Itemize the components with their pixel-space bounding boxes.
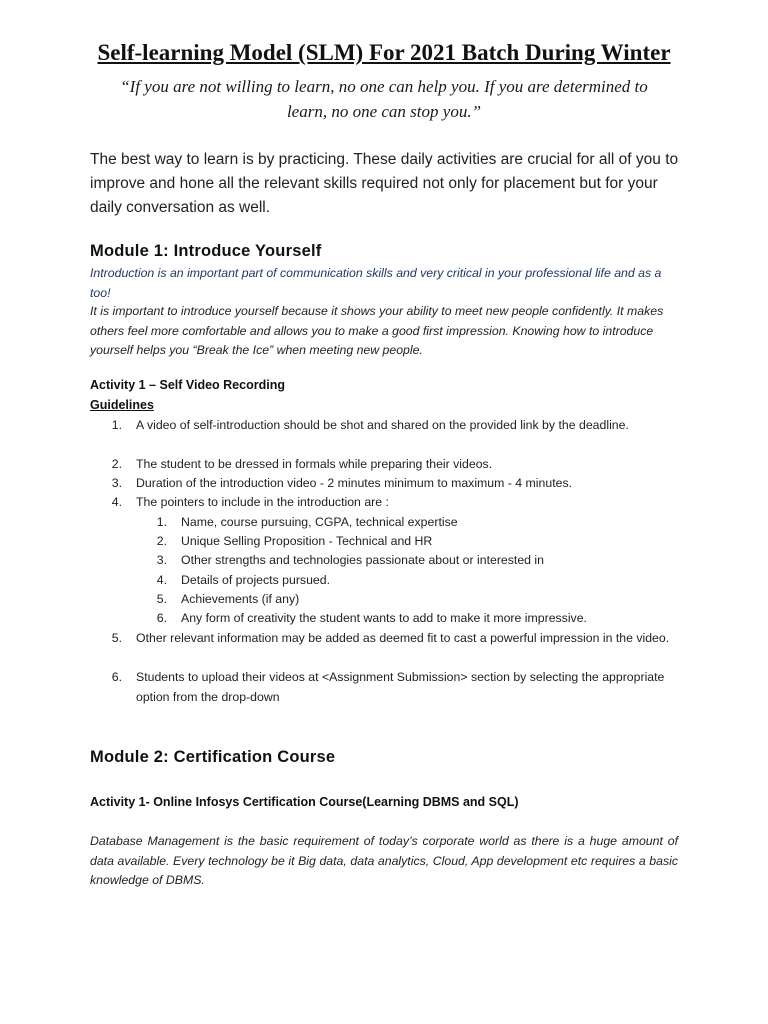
module-2-activity-title: Activity 1- Online Infosys Certification Course(Learning DBMS and SQL) — [90, 795, 519, 809]
list-text: Duration of the introduction video - 2 minutes minimum to maximum - 4 minutes. — [136, 476, 573, 490]
document-title: Self-learning Model (SLM) For 2021 Batch During Winter — [97, 40, 671, 65]
list-text: Achievements (if any) — [181, 592, 300, 606]
activity-1-title: Activity 1 – Self Video Recording — [90, 378, 285, 392]
list-number: 5. — [156, 592, 167, 606]
list-number: 4. — [156, 573, 167, 587]
module-2-heading: Module 2: Certification Course — [90, 748, 336, 766]
list-text: Other strengths and technologies passionate about or interested in — [181, 553, 544, 567]
list-text: Any form of creativity the student wants to add to make it more impressive. — [181, 611, 587, 625]
list-number: 6. — [156, 611, 167, 625]
list-number: 2. — [111, 457, 122, 471]
list-text: Details of projects pursued. — [181, 573, 331, 587]
list-number: 6. — [111, 670, 122, 684]
list-text: The pointers to include in the introduction are : — [136, 495, 389, 509]
list-number: 3. — [111, 476, 122, 490]
list-text: The student to be dressed in formals while preparing their videos. — [136, 457, 493, 471]
module-1-note: It is important to introduce yourself because it shows your ability to meet new people confidently. It makes others feel more comfortable and allows you to make a good first impression. Knowing how to introduce yourself helps you “Break the Ice” when meeting new people. — [90, 304, 664, 357]
list-text: Other relevant information may be added as deemed fit to cast a powerful impression in the video. — [136, 631, 670, 645]
list-number: 4. — [111, 495, 122, 509]
intro-paragraph: The best way to learn is by practicing. These daily activities are crucial for all of you to improve and hone all the relevant skills required not only for placement but for your daily conversation as well. — [90, 151, 679, 216]
list-number: 3. — [156, 553, 167, 567]
list-text: Name, course pursuing, CGPA, technical expertise — [181, 515, 458, 529]
module-2-description: Database Management is the basic requirement of today’s corporate world as there is a huge amount of data available. Every technology be it Big data, data analytics, Cloud, App development etc requires a basic knowledge of DBMS. — [90, 834, 678, 887]
guidelines-label: Guidelines — [90, 398, 154, 412]
list-text: A video of self-introduction should be shot and shared on the provided link by the deadline. — [136, 418, 629, 432]
module-1-note-blue: Introduction is an important part of communication skills and very critical in your professional life and as a too! — [90, 266, 662, 300]
list-number: 2. — [156, 534, 167, 548]
list-number: 5. — [111, 631, 122, 645]
list-text: Unique Selling Proposition - Technical and HR — [181, 534, 433, 548]
motivational-quote: “If you are not willing to learn, no one can help you. If you are determined to learn, no one can stop you.” — [120, 77, 648, 121]
list-text: Students to upload their videos at <Assignment Submission> section by selecting the appropriate option from the drop-down — [136, 670, 665, 704]
list-number: 1. — [111, 418, 122, 432]
module-1-heading: Module 1: Introduce Yourself — [90, 242, 322, 260]
list-number: 1. — [156, 515, 167, 529]
